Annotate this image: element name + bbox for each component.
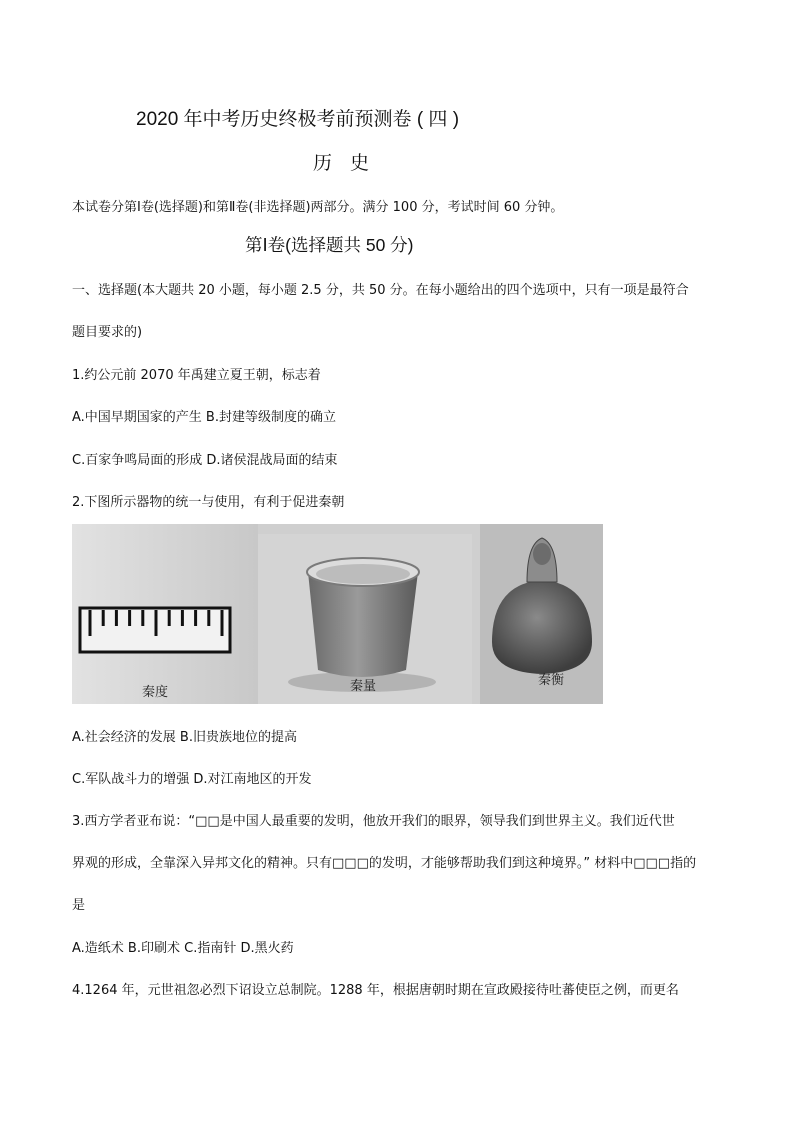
- exam-title: 2020 年中考历史终极考前预测卷 ( 四 ): [136, 109, 460, 130]
- instruction-line-2: 题目要求的): [72, 325, 143, 340]
- caption-qin-du: 秦度: [142, 684, 169, 699]
- caption-qin-liang: 秦量: [350, 678, 377, 693]
- question-1-options-cd: C.百家争鸣局面的形成 D.诸侯混战局面的结束: [72, 453, 338, 468]
- question-1-stem: 1.约公元前 2070 年禹建立夏王朝，标志着: [72, 368, 321, 383]
- question-3-stem-line-3: 是: [72, 898, 86, 913]
- subject-heading: 历 史: [313, 152, 376, 174]
- question-2-options-cd: C.军队战斗力的增强 D.对江南地区的开发: [72, 772, 312, 787]
- question-4-stem-line-1: 4.1264 年，元世祖忽必烈下诏设立总制院。1288 年，根据唐朝时期在宣政殿接待吐蕃使臣之例，而更名: [72, 983, 679, 998]
- question-3-stem-line-1: 3.西方学者亚布说：“□□是中国人最重要的发明，他放开我们的眼界，领导我们到世界主义。我们近代世: [72, 814, 675, 829]
- question-1-options-ab: A.中国早期国家的产生 B.封建等级制度的确立: [72, 410, 336, 425]
- ruler-artifact: [80, 608, 230, 652]
- qin-artifacts-figure: [72, 524, 603, 704]
- instruction-line-1: 一、选择题(本大题共 20 小题，每小题 2.5 分，共 50 分。在每小题给出的四个选项中，只有一项是最符合: [72, 283, 689, 298]
- caption-qin-heng: 秦衡: [538, 672, 565, 687]
- exam-intro: 本试卷分第Ⅰ卷(选择题)和第Ⅱ卷(非选择题)两部分。满分 100 分，考试时间 60 分钟。: [72, 200, 564, 215]
- question-3-options: A.造纸术 B.印刷术 C.指南针 D.黑火药: [72, 941, 294, 956]
- question-2-options-ab: A.社会经济的发展 B.旧贵族地位的提高: [72, 730, 297, 745]
- question-3-stem-line-2: 界观的形成，全靠深入异邦文化的精神。只有□□□的发明，才能够帮助我们到这种境界。” 材料中□□□指的: [72, 856, 697, 871]
- question-2-stem: 2.下图所示器物的统一与使用，有利于促进秦朝: [72, 495, 345, 510]
- section-title: 第Ⅰ卷(选择题共 50 分): [245, 235, 414, 255]
